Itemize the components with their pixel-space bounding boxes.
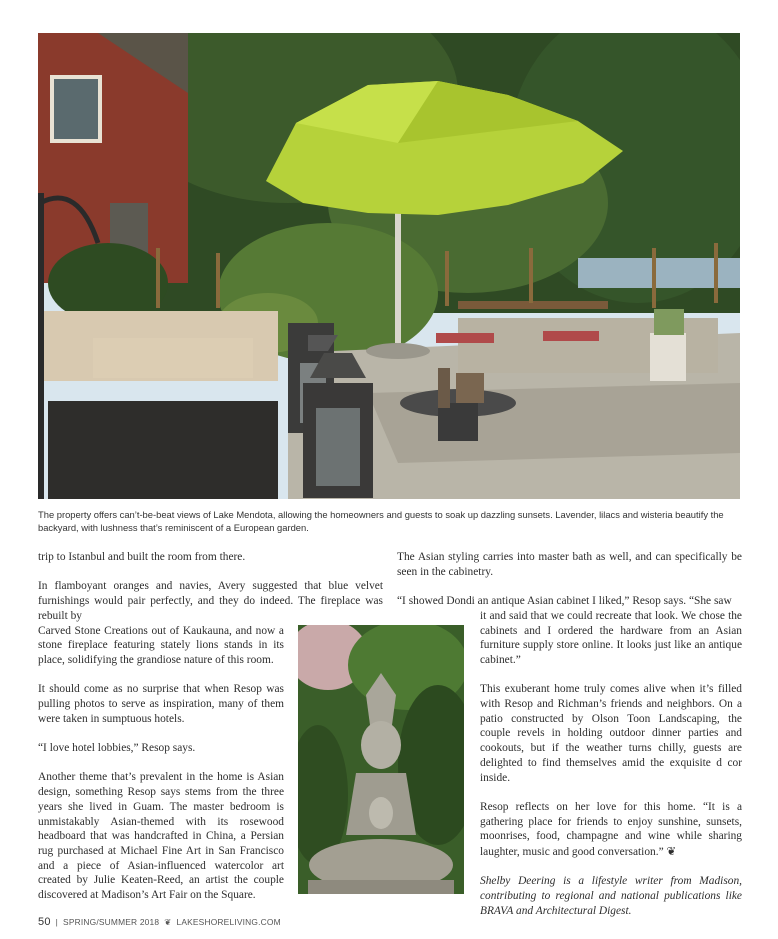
issue-label: SPRING/SUMMER 2018: [63, 917, 160, 927]
paragraph: [480, 800, 742, 860]
photo-caption: The property offers can’t-be-beat views of Lake Mendota, allowing the homeowners and guests to soak up dazzling sunsets. Lavender, lilacs and wisteria beautify the backyard, with lushness that’s reminiscent of a European garden.: [38, 509, 724, 533]
footer-separator: |: [55, 917, 59, 927]
paragraph: trip to Istanbul and built the room from there.: [38, 551, 246, 563]
page-number: 50: [38, 916, 51, 928]
paragraph: “I showed Dondi an antique Asian cabinet I liked,” Resop says. “She saw: [397, 595, 732, 608]
paragraph: Another theme that’s prevalent in the home is Asian design, something Resop says stems from the three years she lived in Guam. The master bedroom is unmistakably Asian-themed with its rosewood headboard that was handcrafted in China, a Persian rug purchased at Michael Fine Art in San Francisco and a piece of Asian-influenced watercolor art created by Julie Keaten-Reed, an artist the couple discovered at Madison’s Art Fair on the Square.: [38, 771, 284, 902]
paragraph: “I love hotel lobbies,” Resop says.: [38, 742, 196, 755]
paragraph: In flamboyant oranges and navies, Avery suggested that blue velvet furnishings would pair perfectly, and they do indeed. The fireplace was rebuilt by: [38, 580, 383, 622]
end-mark-icon: ❦: [666, 844, 677, 859]
page-footer: [38, 916, 281, 930]
article-right-column: [397, 550, 742, 919]
paragraph: It should come as no surprise that when Resop was pulling photos to serve as inspiration, many of them were taken in sumptuous hotels.: [38, 683, 284, 725]
ornament-icon: ❦: [164, 917, 172, 927]
hero-photo: [38, 33, 740, 499]
paragraph: Carved Stone Creations out of Kaukauna, and now a stone fireplace featuring stately lions stands in its place, solidifying the grandiose nature of this room.: [38, 624, 284, 666]
paragraph: it and said that we could recreate that look. We chose the cabinets and I ordered the hardware from an Asian furniture supply store online. It looks just like an antique cabinet.”: [480, 609, 742, 666]
paragraph: This exuberant home truly comes alive when it’s filled with Resop and Richman’s friends and neighbors. On a patio constructed by Olson Toon Landscaping, the couple revels in holding outdoor dinner parties and cookouts, but if the weather turns chilly, guests are delighted to find themselves amid the exquisite d cor inside.: [480, 683, 742, 784]
paragraph-text: Resop reflects on her love for this home. “It is a gathering place for friends to enjoy sunshine, sunsets, moonrises, food, champagne and wine while sharing laughter, music and good conversation.”: [480, 800, 742, 859]
paragraph: The Asian styling carries into master bath as well, and can specifically be seen in the cabinetry.: [397, 551, 742, 578]
website-label: LAKESHORELIVING.COM: [176, 917, 281, 927]
author-bio: Shelby Deering is a lifestyle writer from Madison, contributing to regional and national publications like BRAVA and Architectural Digest.: [480, 875, 742, 917]
